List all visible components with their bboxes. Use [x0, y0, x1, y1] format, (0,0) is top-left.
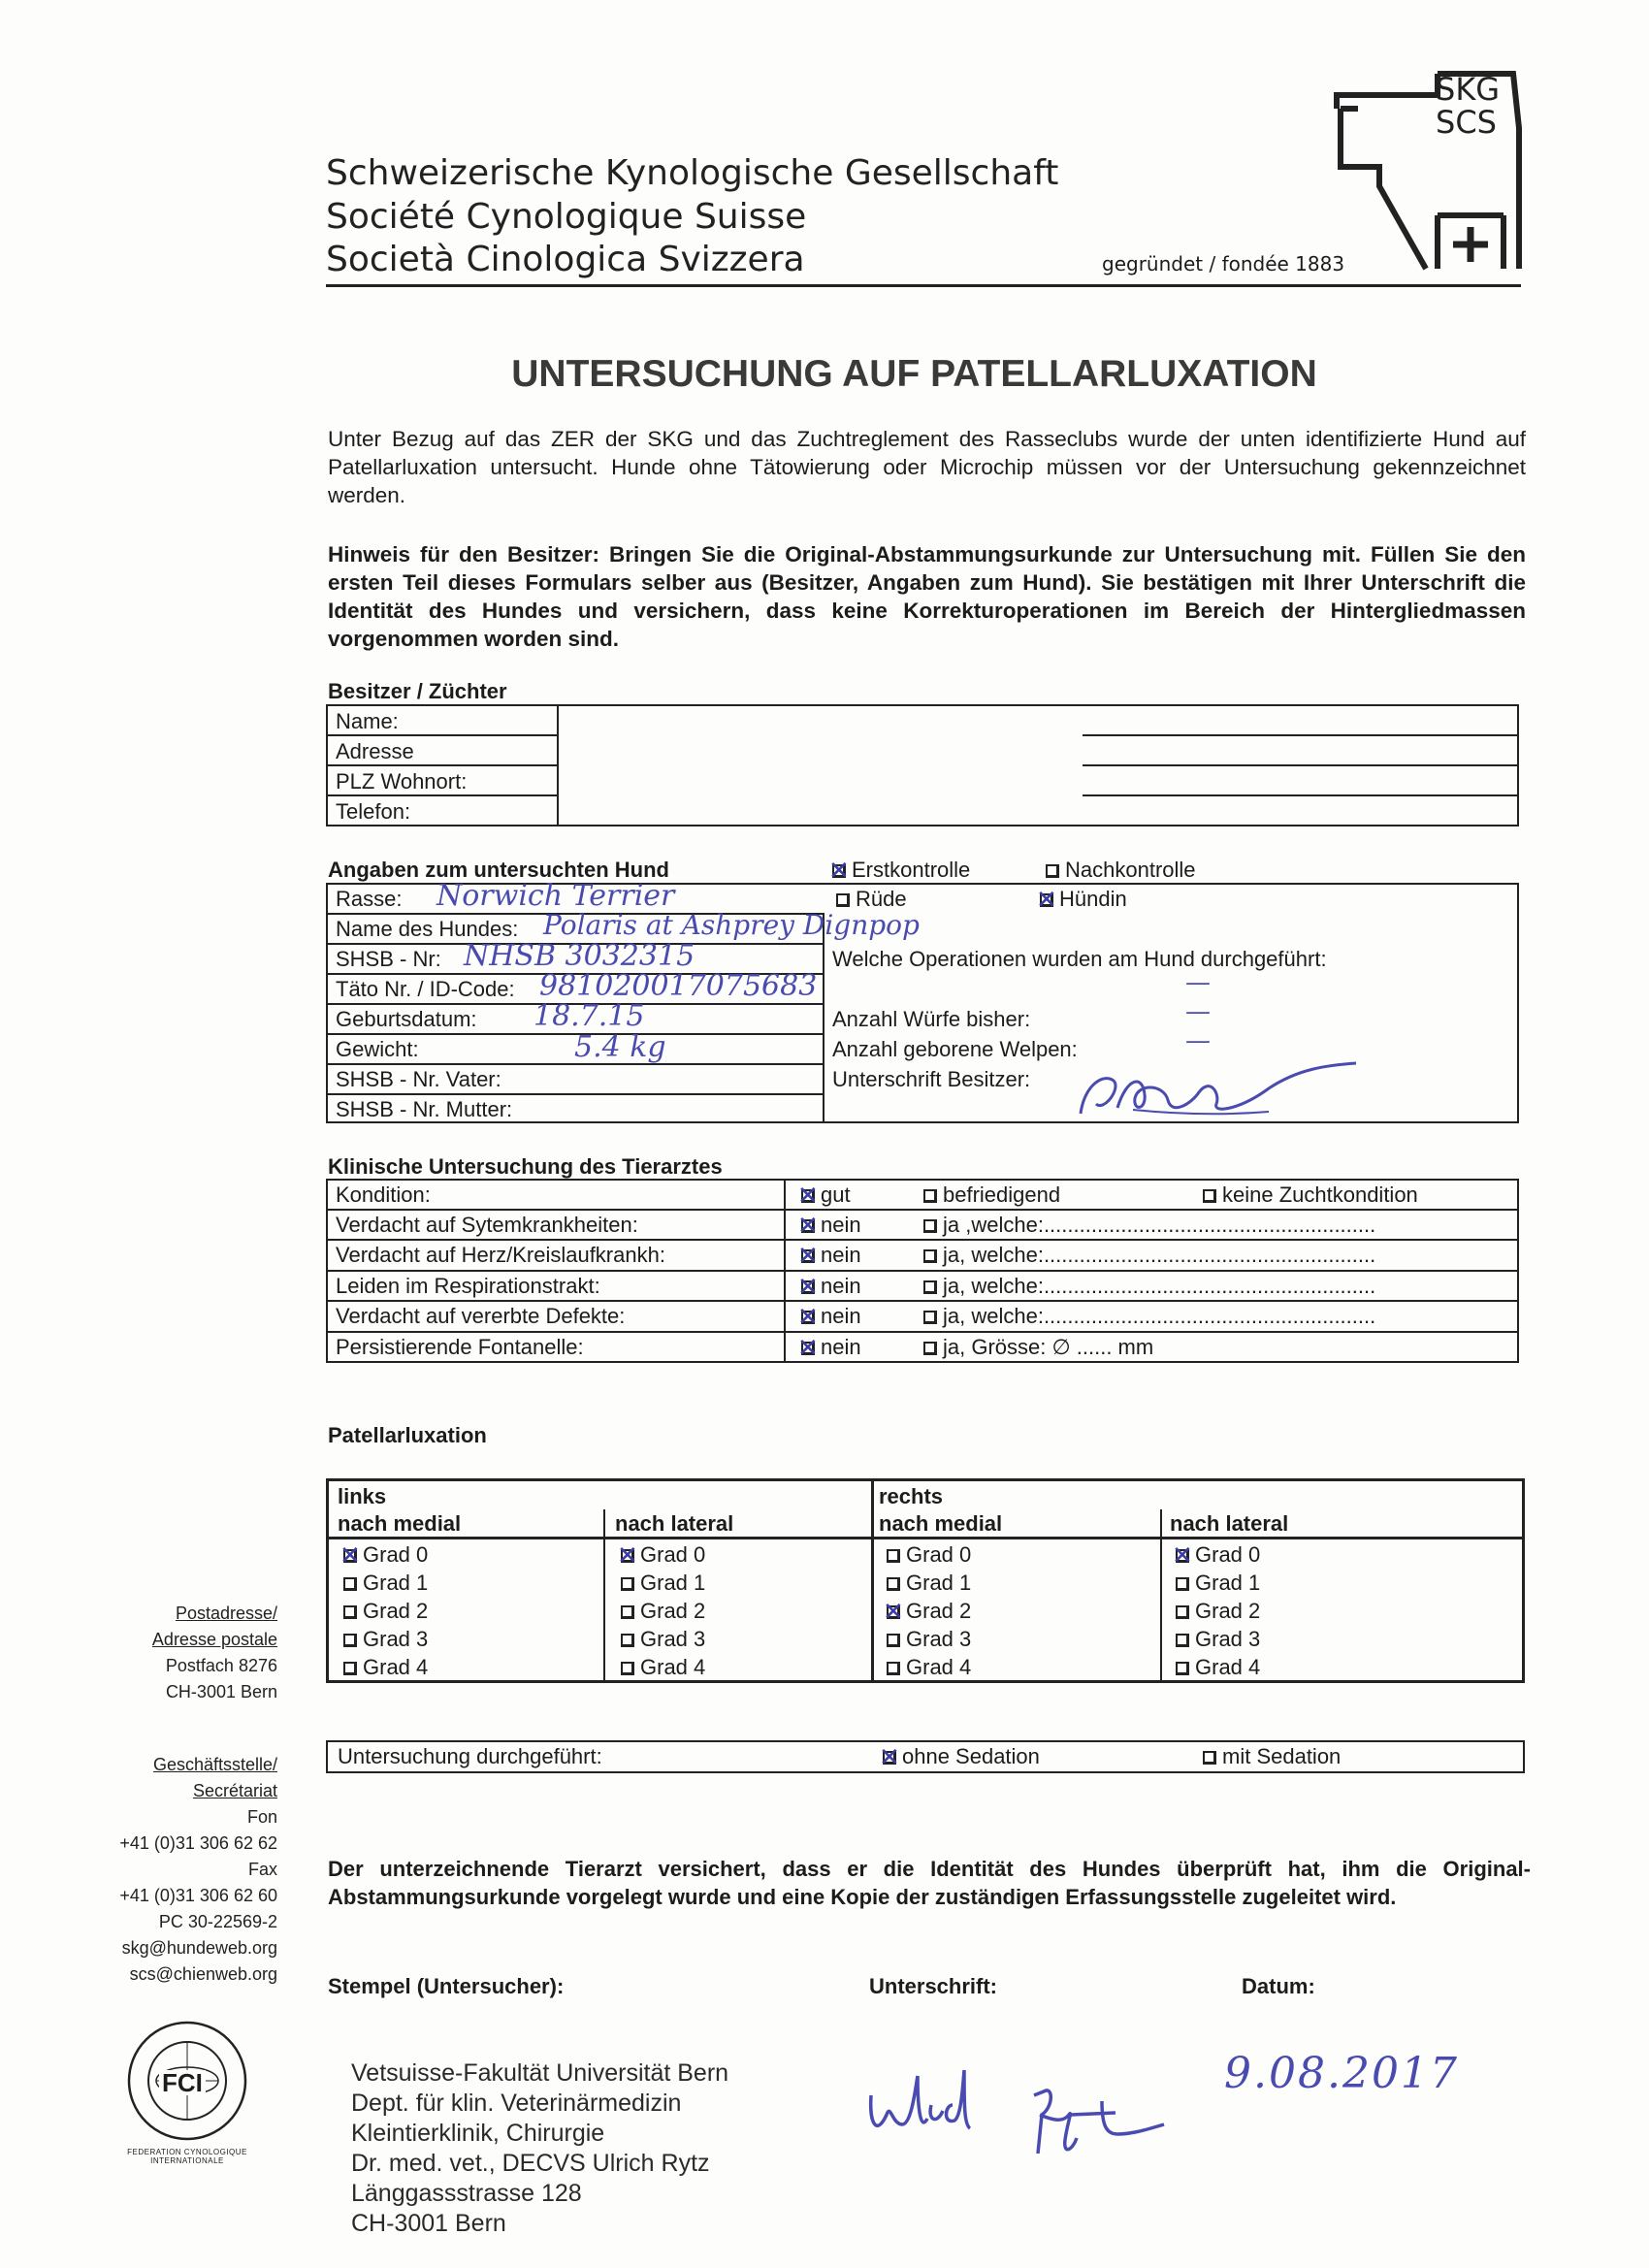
checkbox-checked-icon [887, 1605, 900, 1619]
puppies-value: — [1185, 1026, 1211, 1055]
checkbox-icon [923, 1342, 937, 1355]
fontanelle-label: Persistierende Fontanelle: [336, 1335, 584, 1359]
dog-name-value: Polaris at Ashprey Dignpop [543, 909, 920, 941]
checkbox-checked-icon [801, 1280, 815, 1294]
org-name-fr: Société Cynologique Suisse [326, 197, 807, 237]
weight-label: Gewicht: [336, 1037, 419, 1061]
left-lateral-grade-3[interactable]: Grad 3 [621, 1627, 705, 1652]
systemic-yes[interactable]: ja ,welche:........................................................ [923, 1213, 1375, 1238]
left-medial-grade-4[interactable]: Grad 4 [343, 1655, 428, 1680]
checkbox-checked-icon [801, 1249, 815, 1263]
checkbox-icon [621, 1605, 634, 1619]
checkbox-checked-icon [801, 1311, 815, 1324]
checkbox-checked-icon [621, 1549, 634, 1563]
checkbox-checked-icon [832, 864, 846, 878]
vet-signature-label: Unterschrift: [869, 1974, 998, 1998]
checkbox-icon [343, 1577, 357, 1591]
right-medial-grade-3[interactable]: Grad 3 [887, 1627, 971, 1652]
org-name-de: Schweizerische Kynologische Gesellschaft [326, 153, 1059, 193]
right-lateral-grade-0[interactable]: ✕Grad 0 [1176, 1542, 1260, 1568]
owner-signature [1075, 1055, 1366, 1123]
right-medial-grade-2[interactable]: ✕Grad 2 [887, 1599, 971, 1624]
postal-box: Postfach 8276 [165, 1656, 277, 1675]
systemic-label: Verdacht auf Sytemkrankheiten: [336, 1213, 638, 1237]
office-title-de: Geschäftsstelle/ [152, 1755, 277, 1774]
checkbox-icon [343, 1662, 357, 1675]
stamp-line: Vetsuisse-Fakultät Universität Bern [351, 2059, 729, 2087]
email-de: skg@hundeweb.org [121, 1938, 277, 1958]
sire-shsb-label: SHSB - Nr. Vater: [336, 1067, 501, 1091]
checkbox-icon [1176, 1662, 1189, 1675]
checkbox-icon [343, 1605, 357, 1619]
operations-value: — [1185, 968, 1211, 997]
check-follow-up[interactable]: Nachkontrolle [1046, 858, 1196, 883]
fci-ring-text: FEDERATION CYNOLOGIQUE INTERNATIONALE [127, 2148, 247, 2165]
operations-label: Welche Operationen wurden am Hund durchgeführt: [832, 947, 1327, 971]
right-medial-grade-1[interactable]: Grad 1 [887, 1571, 971, 1596]
logo-text-skg: SKG [1436, 71, 1501, 108]
right-lateral-grade-3[interactable]: Grad 3 [1176, 1627, 1260, 1652]
vet-stamp [351, 2058, 728, 2239]
checkbox-icon [1203, 1751, 1216, 1765]
cardio-label: Verdacht auf Herz/Kreislaufkrankh: [336, 1243, 665, 1267]
office-title-fr: Secrétariat [192, 1781, 277, 1800]
owner-notice: Hinweis für den Besitzer: Bringen Sie die Original-Abstammungsurkunde zur Untersuchung mit. Füllen Sie den ersten Teil dieses Formulars selber aus (Besitzer, Angaben zum Hund). Sie bestätigen mit Ihrer Unterschrift die Identität des Hundes und versichern, dass keine Korrekturoperationen im Bereich der Hintergliedmassen vorgenommen worden sind. [328, 542, 1526, 651]
checkbox-icon [1046, 864, 1059, 878]
respiratory-yes[interactable]: ja, welche:........................................................ [923, 1274, 1375, 1299]
owner-signature-label: Unterschrift Besitzer: [832, 1067, 1031, 1091]
right-medial-heading: nach medial [879, 1511, 1003, 1536]
stamp-line: Kleintierklinik, Chirurgie [351, 2120, 605, 2147]
postal-title-de: Postadresse/ [175, 1604, 277, 1623]
stamp-line: Länggassstrasse 128 [351, 2180, 582, 2207]
fontanelle-yes[interactable]: ja, Grösse: ∅ ...... mm [923, 1335, 1153, 1360]
intro-text: Unter Bezug auf das ZER der SKG und das Zuchtreglement des Rasseclubs wurde der unten identifizierte Hund auf Patellarluxation untersucht. Hunde ohne Tätowierung oder Microchip müssen vor der Untersuchung gekennzeichnet werden. [328, 427, 1526, 507]
dog-name-label: Name des Hundes: [336, 917, 519, 941]
checkbox-checked-icon [801, 1342, 815, 1355]
founded-text: gegründet / fondée 1883 [1102, 252, 1345, 275]
phone-label: Fon [246, 1807, 277, 1827]
checkbox-icon [923, 1219, 937, 1233]
condition-none[interactable]: keine Zuchtkondition [1203, 1183, 1418, 1208]
patella-right-heading: rechts [879, 1484, 944, 1508]
shsb-label: SHSB - Nr: [336, 947, 441, 971]
date-label: Datum: [1242, 1974, 1315, 1998]
owner-address-label: Adresse [336, 739, 414, 763]
checkbox-icon [887, 1662, 900, 1675]
hereditary-no[interactable]: ✕ nein [801, 1304, 861, 1329]
litters-label: Anzahl Würfe bisher: [832, 1007, 1031, 1031]
dam-shsb-label: SHSB - Nr. Mutter: [336, 1097, 513, 1121]
phone-number: +41 (0)31 306 62 62 [119, 1833, 277, 1853]
right-lateral-heading: nach lateral [1170, 1511, 1289, 1536]
puppies-label: Anzahl geborene Welpen: [832, 1037, 1078, 1061]
weight-value: 5.4 kg [574, 1030, 666, 1064]
breed-value: Norwich Terrier [436, 879, 675, 913]
litters-value: — [1185, 997, 1211, 1026]
page-title: UNTERSUCHUNG AUF PATELLARLUXATION [511, 353, 1317, 395]
cardio-no[interactable]: ✕ nein [801, 1243, 861, 1268]
left-lateral-grade-4[interactable]: Grad 4 [621, 1655, 705, 1680]
checkbox-checked-icon [883, 1751, 896, 1765]
org-name-it: Società Cinologica Svizzera [326, 240, 805, 279]
postal-account: PC 30-22569-2 [158, 1912, 277, 1931]
owner-heading: Besitzer / Züchter [328, 679, 507, 703]
respiratory-no[interactable]: ✕ nein [801, 1274, 861, 1299]
checkbox-icon [887, 1549, 900, 1563]
vet-signature [863, 2057, 1183, 2163]
postal-address [93, 1601, 277, 1705]
sedation-label: Untersuchung durchgeführt: [338, 1744, 602, 1768]
checkbox-checked-icon [1040, 893, 1053, 907]
left-lateral-grade-2[interactable]: Grad 2 [621, 1599, 705, 1624]
checkbox-icon [343, 1634, 357, 1647]
checkbox-icon [923, 1189, 937, 1203]
stamp-label: Stempel (Untersucher): [328, 1974, 565, 1998]
fax-label: Fax [247, 1860, 277, 1879]
checkbox-icon [621, 1634, 634, 1647]
male-option[interactable]: Rüde [836, 887, 907, 912]
check-first-exam[interactable]: ✕ Erstkontrolle [832, 858, 970, 883]
postal-title-fr: Adresse postale [151, 1630, 277, 1649]
checkbox-checked-icon [343, 1549, 357, 1563]
checkbox-icon [621, 1577, 634, 1591]
female-option[interactable]: ✕ Hündin [1040, 887, 1127, 912]
checkbox-checked-icon [1176, 1549, 1189, 1563]
logo-text-scs: SCS [1436, 104, 1497, 141]
checkbox-icon [923, 1249, 937, 1263]
left-medial-grade-1[interactable]: Grad 1 [343, 1571, 428, 1596]
patella-left-heading: links [338, 1484, 387, 1508]
right-lateral-grade-2[interactable]: Grad 2 [1176, 1599, 1260, 1624]
checkbox-icon [836, 893, 850, 907]
postal-city: CH-3001 Bern [165, 1682, 277, 1701]
birthdate-value: 18.7.15 [534, 999, 645, 1033]
right-lateral-grade-4[interactable]: Grad 4 [1176, 1655, 1260, 1680]
header-rule [326, 284, 1521, 287]
sedation-with[interactable]: mit Sedation [1203, 1744, 1341, 1769]
fax-number: +41 (0)31 306 62 60 [119, 1886, 277, 1905]
shsb-value: NHSB 3032315 [464, 939, 695, 973]
right-medial-grade-0[interactable]: Grad 0 [887, 1542, 971, 1568]
owner-phone-label: Telefon: [336, 799, 411, 824]
stamp-line: CH-3001 Bern [351, 2210, 506, 2237]
right-lateral-grade-1[interactable]: Grad 1 [1176, 1571, 1260, 1596]
checkbox-icon [923, 1280, 937, 1294]
systemic-no[interactable]: ✕ nein [801, 1213, 861, 1238]
sedation-without[interactable]: ✕ ohne Sedation [883, 1744, 1040, 1769]
breed-label: Rasse: [336, 887, 403, 911]
birthdate-label: Geburtsdatum: [336, 1007, 477, 1031]
owner-name-label: Name: [336, 709, 399, 733]
dog-heading: Angaben zum untersuchten Hund [328, 858, 669, 882]
patella-heading: Patellarluxation [328, 1423, 487, 1447]
checkbox-icon [621, 1662, 634, 1675]
checkbox-checked-icon [801, 1219, 815, 1233]
stamp-line: Dr. med. vet., DECVS Ulrich Rytz [351, 2150, 710, 2177]
tattoo-value: 981020017075683 [539, 969, 818, 1003]
checkbox-icon [887, 1634, 900, 1647]
tattoo-label: Täto Nr. / ID-Code: [336, 977, 515, 1001]
date-value: 9.08.2017 [1224, 2049, 1459, 2098]
checkbox-icon [1203, 1189, 1216, 1203]
fontanelle-no[interactable]: ✕ nein [801, 1335, 861, 1360]
vet-declaration: Der unterzeichnende Tierarzt versichert, dass er die Identität des Hundes überprüft hat, ihm die Original-Abstammungsurkunde vorgelegt wurde und eine Kopie der zuständigen Erfassungsstelle zugeleitet wird. [328, 1857, 1531, 1909]
left-medial-grade-0[interactable]: ✕Grad 0 [343, 1542, 428, 1568]
respiratory-label: Leiden im Respirationstrakt: [336, 1274, 600, 1298]
condition-good[interactable]: ✕ gut [801, 1183, 851, 1208]
condition-label: Kondition: [336, 1183, 431, 1207]
fci-text: FCI [159, 2070, 206, 2095]
left-medial-grade-3[interactable]: Grad 3 [343, 1627, 428, 1652]
condition-satisfactory[interactable]: befriedigend [923, 1183, 1060, 1208]
hereditary-yes[interactable]: ja, welche:........................................................ [923, 1304, 1375, 1329]
checkbox-icon [1176, 1634, 1189, 1647]
left-lateral-grade-1[interactable]: Grad 1 [621, 1571, 705, 1596]
cardio-yes[interactable]: ja, welche:........................................................ [923, 1243, 1375, 1268]
checkbox-icon [923, 1311, 937, 1324]
email-fr: scs@chienweb.org [129, 1964, 277, 1984]
stamp-line: Dept. für klin. Veterinärmedizin [351, 2090, 682, 2117]
left-lateral-grade-0[interactable]: ✕Grad 0 [621, 1542, 705, 1568]
clinical-heading: Klinische Untersuchung des Tierarztes [328, 1154, 723, 1179]
left-lateral-heading: nach lateral [615, 1511, 734, 1536]
checkbox-checked-icon [801, 1189, 815, 1203]
office-contact [93, 1752, 277, 1988]
checkbox-icon [1176, 1605, 1189, 1619]
left-medial-heading: nach medial [338, 1511, 462, 1536]
owner-city-label: PLZ Wohnort: [336, 769, 468, 794]
checkbox-icon [1176, 1577, 1189, 1591]
checkbox-icon [887, 1577, 900, 1591]
left-medial-grade-2[interactable]: Grad 2 [343, 1599, 428, 1624]
right-medial-grade-4[interactable]: Grad 4 [887, 1655, 971, 1680]
hereditary-label: Verdacht auf vererbte Defekte: [336, 1304, 626, 1328]
